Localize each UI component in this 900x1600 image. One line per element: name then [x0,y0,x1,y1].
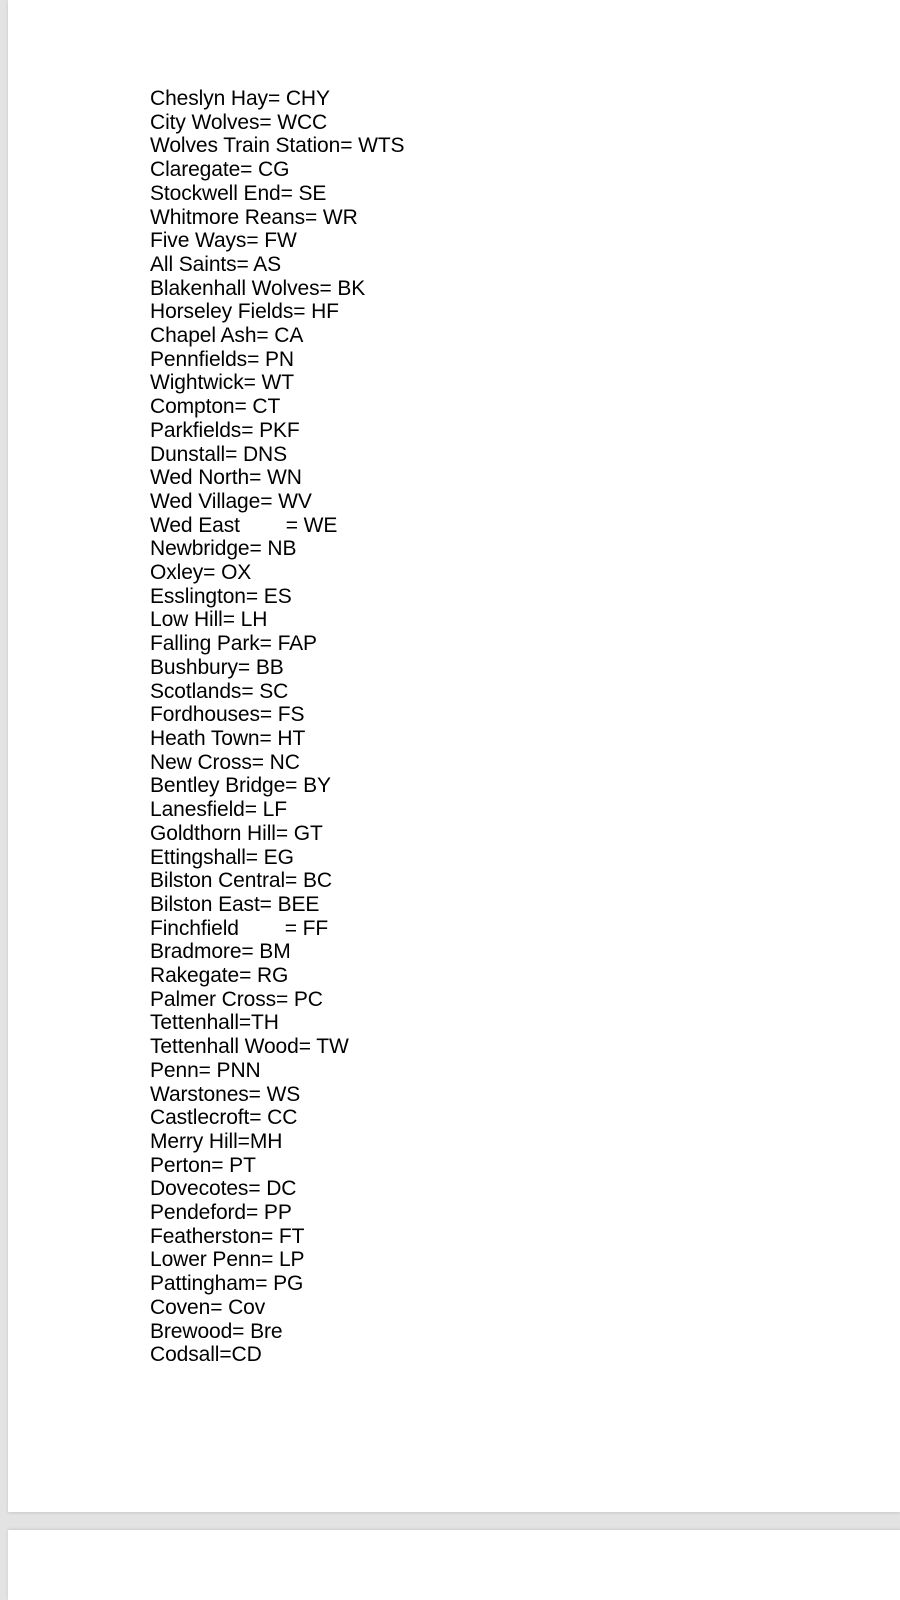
list-item: Blakenhall Wolves= BK [150,276,366,300]
list-item: Ettingshall= EG [150,845,294,869]
list-item: Pattingham= PG [150,1272,304,1296]
list-item: Cheslyn Hay= CHY [150,87,330,110]
list-item: City Wolves= WCC [150,110,328,134]
list-item: Rakegate= RG [150,964,289,988]
area-code-list [150,87,404,1367]
list-item: Five Ways= FW [150,229,297,253]
list-item: Dovecotes= DC [150,1177,297,1201]
list-item: Esslington= ES [150,584,292,608]
list-item: Falling Park= FAP [150,632,317,656]
list-item: Low Hill= LH [150,608,268,632]
list-item: Tettenhall=TH [150,1011,279,1035]
list-item: Newbridge= NB [150,537,297,561]
list-item: Scotlands= SC [150,679,289,703]
list-item: Brewood= Bre [150,1319,283,1343]
list-item: Dunstall= DNS [150,442,288,466]
list-item: Featherston= FT [150,1224,305,1248]
list-item: Wolves Train Station= WTS [150,134,405,158]
list-item: All Saints= AS [150,252,282,276]
list-item: New Cross= NC [150,750,300,774]
list-item: Bushbury= BB [150,655,284,679]
list-item: Whitmore Reans= WR [150,205,358,229]
document-page [8,0,900,1512]
list-item: Wightwick= WT [150,371,294,395]
list-item: Claregate= CG [150,158,290,182]
list-item: Wed Village= WV [150,489,312,513]
list-item: Bentley Bridge= BY [150,774,331,798]
list-item: Stockwell End= SE [150,181,327,205]
list-item: Wed North= WN [150,466,302,490]
list-item: Tettenhall Wood= TW [150,1035,349,1059]
next-document-page [8,1530,900,1600]
list-item: Castlecroft= CC [150,1106,298,1130]
list-item: Bradmore= BM [150,940,291,964]
list-item: Pendeford= PP [150,1201,292,1225]
list-item: Fordhouses= FS [150,703,305,727]
list-item: Heath Town= HT [150,726,306,750]
list-item: Pennfields= PN [150,347,294,371]
list-item: Compton= CT [150,395,281,419]
list-item: Finchfield = FF [150,916,329,940]
list-item: Palmer Cross= PC [150,987,323,1011]
list-item: Codsall=CD [150,1343,262,1367]
list-item: Warstones= WS [150,1082,301,1106]
list-item: Lower Penn= LP [150,1248,305,1272]
list-item: Parkfields= PKF [150,418,300,442]
list-item: Oxley= OX [150,561,252,585]
list-item: Penn= PNN [150,1058,261,1082]
list-item: Coven= Cov [150,1295,266,1319]
list-item: Lanesfield= LF [150,798,287,822]
list-item: Bilston Central= BC [150,869,332,893]
list-item: Goldthorn Hill= GT [150,821,323,845]
list-item: Chapel Ash= CA [150,324,304,348]
list-item: Horseley Fields= HF [150,300,339,324]
list-item: Wed East = WE [150,513,338,537]
list-item: Perton= PT [150,1153,256,1177]
list-item: Merry Hill=MH [150,1129,283,1153]
list-item: Bilston East= BEE [150,892,320,916]
